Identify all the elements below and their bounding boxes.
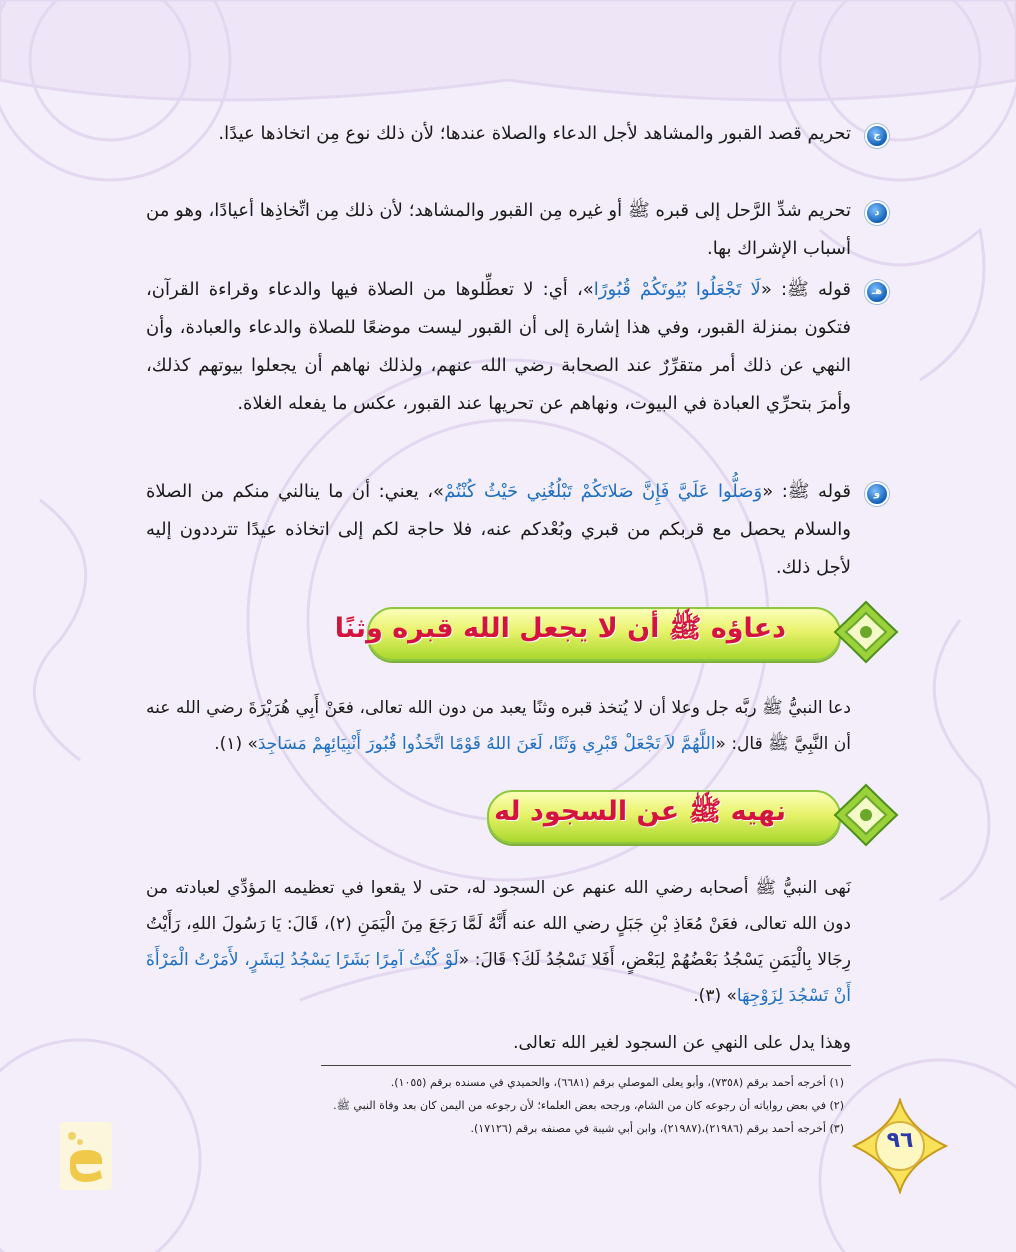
bullet-marker: ج bbox=[865, 124, 889, 148]
item-text-pre: قوله ﷺ: « bbox=[762, 481, 852, 502]
section-title: نهيه ﷺ عن السجود له bbox=[494, 796, 786, 827]
item-text: تحريم شدِّ الرَّحل إلى قبره ﷺ أو غيره مِن القبور والمشاهد؛ لأن ذلك مِن اتِّخاذِها أعيادًا، وهو من أسباب الإشراك بها. bbox=[146, 200, 851, 259]
list-item bbox=[146, 115, 881, 153]
section-title: دعاؤه ﷺ أن لا يجعل الله قبره وثنًا bbox=[334, 613, 786, 644]
item-text-post: »، أي: لا تعطِّلوها من الصلاة فيها والدعاء وقراءة القرآن، فتكون بمنزلة القبور، وفي هذا إشارة إلى أن القبور ليست موضعًا للصلاة والدعاء والعبادة، وأن النهي عن ذلك أمر متقرِّرٌ عند الصحابة رضي الله عنهم، ولذلك نهاهم أن يجعلوا بيوتهم كذلك، وأمرَ بتحرِّي العبادة في البيوت، ونهاهم عن تحريها عند القبور، عكس ما يفعله الغلاة. bbox=[146, 279, 851, 414]
item-text-post: »، يعني: أن ما ينالني منكم من الصلاة والسلام يحصل مع قربكم من قبري وبُعْدكم عنه، فلا حاجة لكم إلى اتخاذه عيدًا تترددون إليه لأجل ذلك. bbox=[146, 481, 851, 578]
ornament-icon bbox=[831, 782, 901, 848]
list-item bbox=[146, 473, 881, 587]
ornament-icon bbox=[831, 599, 901, 665]
section-paragraph bbox=[146, 870, 851, 1014]
paragraph-text-pre: دعا النبيُّ ﷺ ربَّه جل وعلا أن لا يُتخذ قبره وثنًا يعبد من دون الله تعالى، فعَنْ أَبِي هُرَيْرَةَ رضي الله عنه أن النَّبِيَّ ﷺ قال: « bbox=[146, 698, 851, 754]
item-text: تحريم قصد القبور والمشاهد لأجل الدعاء والصلاة عندها؛ لأن ذلك نوع مِن اتخاذها عيدًا. bbox=[218, 123, 851, 144]
bullet-marker: و bbox=[865, 482, 889, 506]
list-item bbox=[146, 192, 880, 268]
page-number: ٩٦ bbox=[886, 1128, 914, 1153]
footnote: (٣) أخرجه أحمد برقم (٢١٩٨٦)،(٢١٩٨٧)، وابن أبي شيبة في مصنفه برقم (١٧١٢٦). bbox=[470, 1122, 844, 1135]
footnote-divider bbox=[321, 1065, 851, 1066]
hadith-quote: لَوْ كُنْتُ آمِرًا بَشَرًا يَسْجُدُ لِبَشَرٍ، لأَمَرْتُ الْمَرْأَةَ أَنْ تَسْجُدَ لِزَوْجِهَا bbox=[146, 950, 851, 1006]
list-item bbox=[146, 271, 883, 423]
paragraph-text-post: » (١). bbox=[214, 734, 258, 754]
closing-line: وهذا يدل على النهي عن السجود لغير الله تعالى. bbox=[513, 1033, 851, 1053]
paragraph-text-pre: نَهى النبيُّ ﷺ أصحابه رضي الله عنهم عن السجود له، حتى لا يقعوا في تعظيمه المؤدِّي لعبادته من دون الله تعالى، فعَنْ مُعَاذِ بْنِ جَبَلٍ رضي الله عنه أَنَّهُ لَمَّا رَجَعَ مِنَ الْيَمَنِ (٢)، قَالَ: يَا رَسُولَ اللهِ، رَأَيْتُ رِجَالا بِالْيَمَنِ يَسْجُدُ بَعْضُهُمْ لِبَعْضٍ، أَفَلا نَسْجُدُ لَكَ؟ قَالَ: « bbox=[146, 878, 851, 970]
page-number-badge bbox=[852, 1098, 948, 1194]
section-paragraph bbox=[146, 690, 851, 762]
section-banner bbox=[141, 786, 901, 844]
paragraph-text-post: » (٣). bbox=[693, 986, 737, 1006]
section-banner bbox=[141, 603, 901, 661]
item-text-pre: قوله ﷺ: « bbox=[760, 279, 851, 300]
hadith-quote: وَصَلُّوا عَلَيَّ فَإِنَّ صَلاتَكُمْ تَبْلُغُنِي حَيْثُ كُنْتُمْ bbox=[444, 481, 763, 502]
bullet-marker: د bbox=[865, 201, 889, 225]
bullet-marker: هـ bbox=[865, 280, 889, 304]
publisher-logo bbox=[60, 1122, 112, 1190]
footnote: (١) أخرجه أحمد برقم (٧٣٥٨)، وأبو يعلى الموصلي برقم (٦٦٨١)، والحميدي في مسنده برقم (١٠٥٥). bbox=[390, 1076, 844, 1089]
footnote: (٢) في بعض رواياته أن رجوعه كان من الشام، ورجحه بعض العلماء؛ لأن رجوعه من اليمن كان بعد وفاة النبي ﷺ. bbox=[333, 1099, 844, 1112]
hadith-quote: لَا تَجْعَلُوا بُيُوتَكُمْ قُبُورًا bbox=[593, 279, 761, 300]
hadith-quote: اللَّهُمَّ لاَ تَجْعَلْ قَبْرِي وَثَنًا، لَعَنَ اللهُ قَوْمًا اتَّخَذُوا قُبُورَ أَنْبِيَائِهِمْ مَسَاجِدَ bbox=[257, 734, 716, 754]
